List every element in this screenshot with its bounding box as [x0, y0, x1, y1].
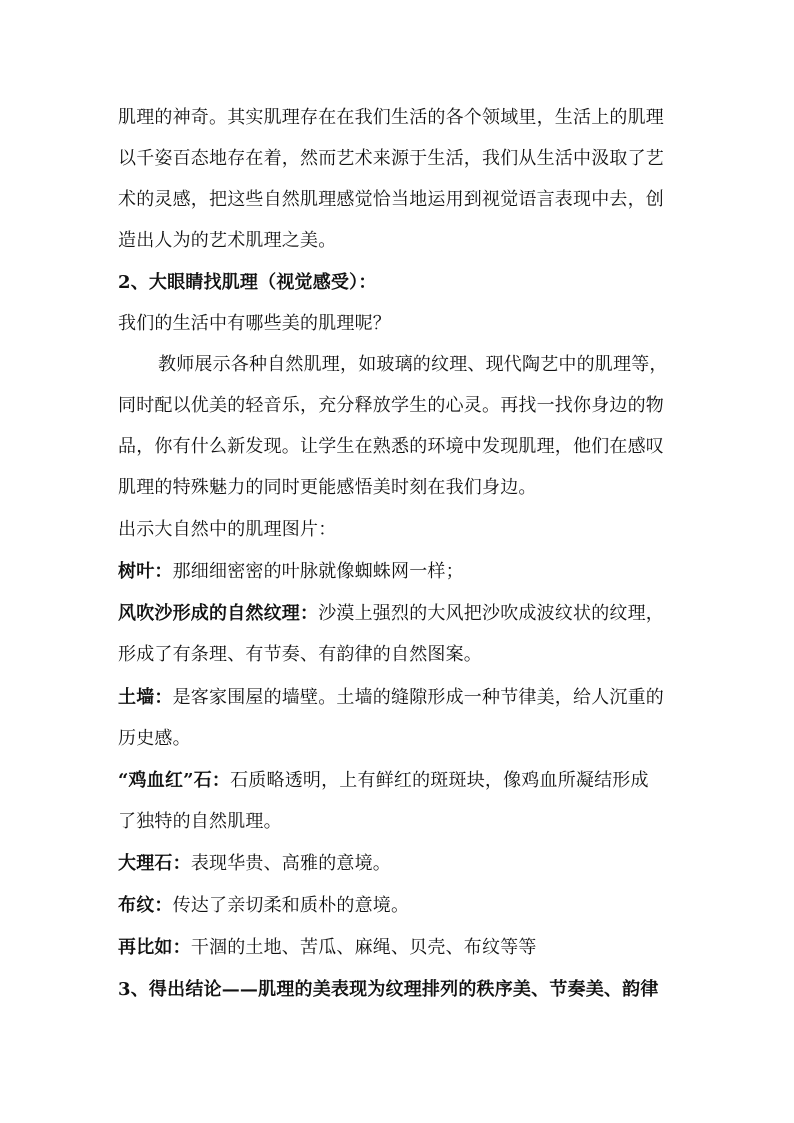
sand-text-1: 沙漠上强烈的大风把沙吹成波纹状的纹理， [318, 603, 665, 624]
leaf-text: 那细细密密的叶脉就像蜘蛛网一样； [172, 561, 464, 582]
leaf-item [118, 560, 683, 584]
intro-line-4: 造出人为的艺术肌理之美。 [118, 230, 337, 251]
teacher-line-1: 教师展示各种自然肌理，如玻璃的纹理、现代陶艺中的肌理等， [158, 354, 668, 375]
question-line: 我们的生活中有哪些美的肌理呢？ [118, 313, 391, 334]
show-images-line: 出示大自然中的肌理图片： [118, 519, 337, 540]
cloth-item [118, 894, 683, 918]
cloth-text: 传达了亲切柔和质朴的意境。 [172, 895, 410, 916]
sand-item-line-1 [118, 602, 683, 626]
stone-label: “鸡血红”石： [118, 770, 231, 791]
wall-item-line-2: 历史感。 [118, 728, 191, 749]
leaf-label: 树叶： [118, 561, 173, 582]
section-3-heading: 3、得出结论——肌理的美表现为纹理排列的秩序美、节奏美、韵律 [118, 979, 659, 1000]
sand-label: 风吹沙形成的自然纹理： [118, 603, 319, 624]
wall-item-line-1 [118, 686, 683, 710]
sand-item-line-2: 形成了有条理、有节奏、有韵律的自然图案。 [118, 644, 482, 665]
wall-label: 土墙： [118, 687, 173, 708]
teacher-line-3: 品，你有什么新发现。让学生在熟悉的环境中发现肌理，他们在感叹 [118, 436, 664, 457]
more-text: 干涸的土地、苦瓜、麻绳、贝壳、布纹等等 [190, 937, 537, 958]
more-label: 再比如： [118, 937, 191, 958]
more-item [118, 936, 683, 960]
intro-line-3: 术的灵感，把这些自然肌理感觉恰当地运用到视觉语言表现中去，创 [118, 189, 664, 210]
intro-line-2: 以千姿百态地存在着，然而艺术来源于生活，我们从生活中汲取了艺 [118, 148, 664, 169]
marble-label: 大理石： [118, 853, 191, 874]
intro-line-1: 肌理的神奇。其实肌理存在在我们生活的各个领域里，生活上的肌理 [118, 107, 664, 128]
stone-item-line-1 [118, 769, 683, 793]
stone-item-line-2: 了独特的自然肌理。 [118, 811, 282, 832]
marble-text: 表现华贵、高雅的意境。 [190, 853, 392, 874]
marble-item [118, 852, 683, 876]
teacher-line-4: 肌理的特殊魅力的同时更能感悟美时刻在我们身边。 [118, 477, 537, 498]
stone-text-1: 石质略透明，上有鲜红的斑斑块，像鸡血所凝结形成 [230, 770, 649, 791]
teacher-line-2: 同时配以优美的轻音乐，充分释放学生的心灵。再找一找你身边的物 [118, 395, 664, 416]
section-2-heading: 2、大眼睛找肌理（视觉感受）： [118, 272, 377, 293]
cloth-label: 布纹： [118, 895, 173, 916]
wall-text-1: 是客家围屋的墙壁。土墙的缝隙形成一种节律美，给人沉重的 [172, 687, 665, 708]
